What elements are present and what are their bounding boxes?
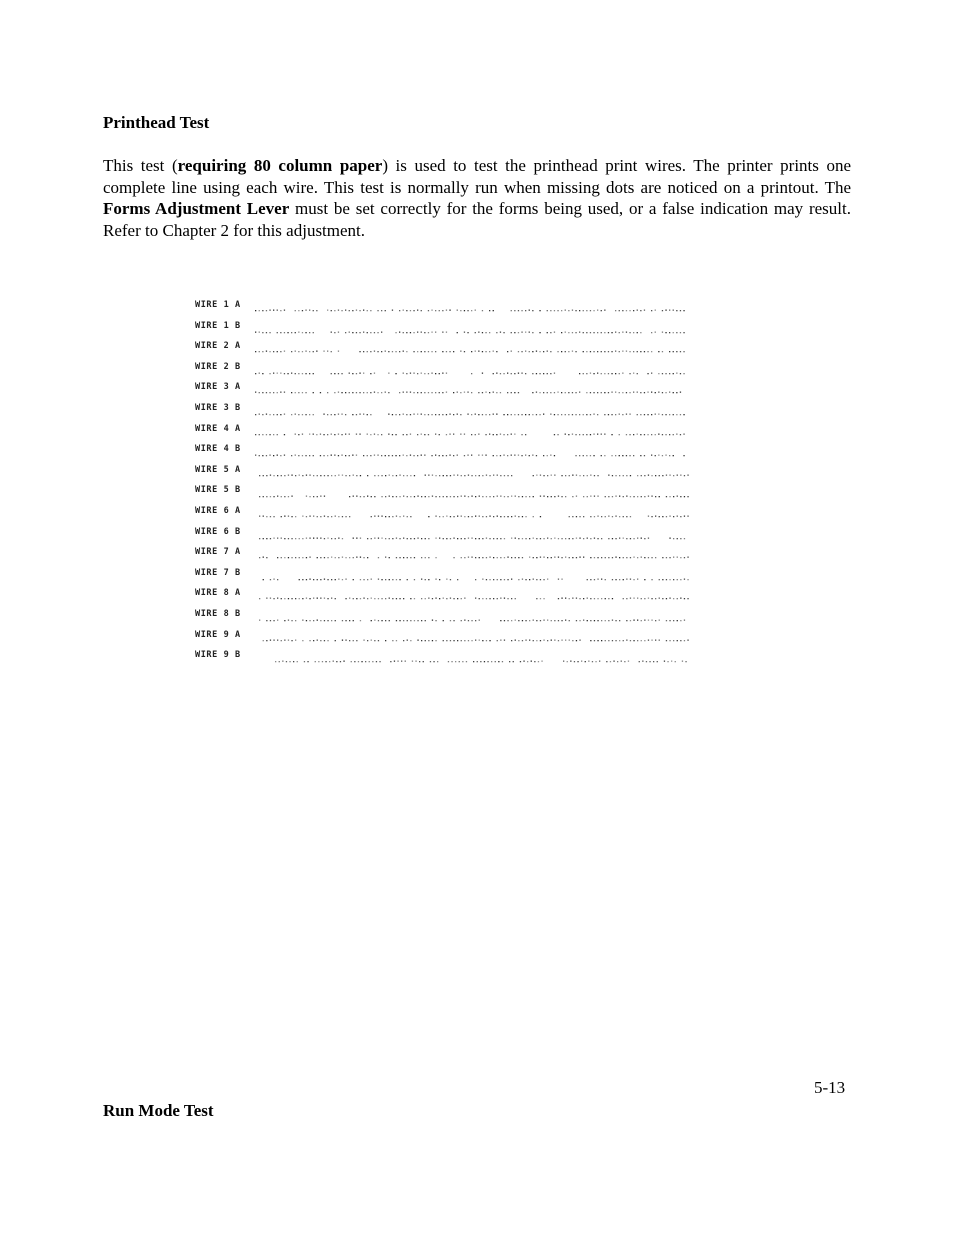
wire-label: WIRE 1 B	[195, 320, 241, 331]
wire-label: WIRE 8 B	[195, 608, 241, 619]
printout-row	[195, 567, 695, 588]
wire-label: WIRE 5 A	[195, 464, 241, 475]
description-text-3: must be set correctly for the forms being used, or a false indication may result. Refer to Chapter 2 for this adjustment.	[103, 199, 851, 240]
wire-label: WIRE 4 B	[195, 444, 241, 455]
printout-row	[195, 361, 695, 382]
printout-row	[195, 526, 695, 547]
wire-label: WIRE 1 A	[195, 300, 241, 310]
dotted-print-line	[253, 365, 693, 379]
dotted-print-line	[253, 447, 693, 461]
printhead-test-description	[103, 155, 851, 241]
dotted-print-line	[253, 406, 693, 420]
printhead-test-printout	[195, 299, 695, 670]
wire-label: WIRE 3 A	[195, 382, 241, 393]
description-bold-paper: requiring 80 column paper	[177, 156, 383, 175]
dotted-print-line	[253, 509, 693, 523]
description-text-1: This test (	[103, 156, 178, 175]
dotted-print-line	[253, 612, 693, 626]
printout-row	[195, 299, 695, 320]
wire-label: WIRE 7 B	[195, 567, 241, 578]
section-heading-printhead-test: Printhead Test	[103, 113, 210, 132]
wire-label: WIRE 7 A	[195, 547, 241, 558]
dotted-print-line	[253, 633, 693, 647]
wire-label: WIRE 9 A	[195, 629, 241, 640]
printout-row	[195, 505, 695, 526]
dotted-print-line	[253, 385, 693, 399]
dotted-print-line	[253, 344, 693, 358]
wire-label: WIRE 3 B	[195, 402, 241, 413]
wire-label: WIRE 6 B	[195, 526, 241, 537]
description-text-2: ) is used to test the printhead print wires. The printer prints one complete line using each wire. This test is normally run when missing dots are noticed on a printout. The	[103, 156, 851, 197]
dotted-print-line	[253, 427, 693, 441]
dotted-print-line	[253, 571, 693, 585]
printout-row	[195, 546, 695, 567]
section-heading-run-mode-test: Run Mode Test	[103, 1101, 214, 1120]
printout-row	[195, 484, 695, 505]
wire-label: WIRE 2 B	[195, 361, 241, 372]
dotted-print-line	[253, 488, 693, 502]
dotted-print-line	[253, 550, 693, 564]
wire-label: WIRE 9 B	[195, 650, 241, 661]
printout-row	[195, 381, 695, 402]
printout-row	[195, 629, 695, 650]
printout-row	[195, 464, 695, 485]
dotted-print-line	[253, 591, 693, 605]
description-bold-lever: Forms Adjustment Lever	[103, 199, 290, 218]
printout-row	[195, 443, 695, 464]
printout-row	[195, 340, 695, 361]
dotted-print-line	[253, 303, 693, 317]
dotted-print-line	[253, 468, 693, 482]
wire-label: WIRE 2 A	[195, 341, 241, 352]
printout-row	[195, 320, 695, 341]
printout-row	[195, 402, 695, 423]
wire-label: WIRE 8 A	[195, 588, 241, 599]
printout-row	[195, 649, 695, 670]
wire-label: WIRE 5 B	[195, 485, 241, 496]
dotted-print-line	[253, 653, 693, 667]
dotted-print-line	[253, 324, 693, 338]
printout-row	[195, 608, 695, 629]
wire-label: WIRE 6 A	[195, 505, 241, 516]
page-number: 5-13	[814, 1078, 846, 1097]
wire-label: WIRE 4 A	[195, 423, 241, 434]
printout-row	[195, 423, 695, 444]
printout-row	[195, 587, 695, 608]
dotted-print-line	[253, 530, 693, 544]
